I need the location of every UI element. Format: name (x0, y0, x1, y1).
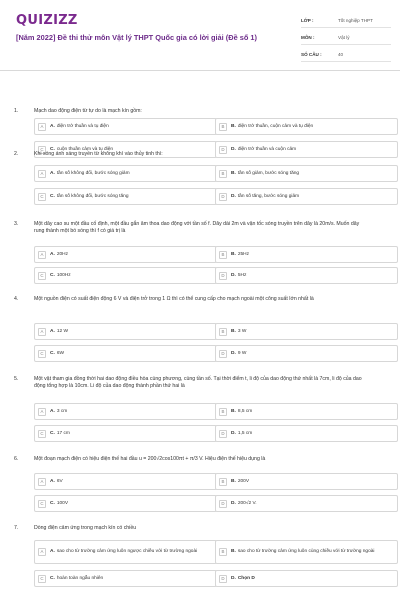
option-text: 9 W (237, 350, 247, 356)
option-key: D. (231, 350, 236, 356)
option-a[interactable] (34, 246, 217, 263)
meta-value: 40 (338, 52, 344, 57)
option-d[interactable] (215, 345, 398, 362)
option-text: 3 W (237, 328, 247, 334)
option-text: điện trở thuần, cuộn cảm và tụ điện (237, 123, 314, 129)
meta-label: SỐ CÂU : (301, 52, 322, 57)
option-d[interactable] (215, 570, 398, 587)
option-letter: D (219, 146, 227, 154)
option-letter: C (38, 575, 46, 583)
option-key: B. (231, 408, 236, 414)
option-letter: A (38, 251, 46, 259)
option-text: 200√2 V. (237, 500, 257, 506)
option-key: C. (50, 430, 55, 436)
option-text: điện trở thuần và tụ điện (56, 123, 109, 129)
option-b[interactable] (215, 165, 398, 182)
option-text: Chọn D (237, 575, 255, 581)
option-letter: D (219, 193, 227, 201)
question-number: 6. (14, 456, 19, 462)
option-letter: A (38, 328, 46, 336)
option-text: tần số tăng, bước sóng giảm (237, 193, 300, 199)
option-key: B. (231, 123, 236, 129)
meta-row-subject (301, 31, 391, 45)
option-b[interactable] (215, 246, 398, 263)
option-letter: D (219, 350, 227, 358)
option-text: điện trở thuần và cuộn cảm (237, 146, 297, 152)
option-text: tần số không đổi, bước sóng giảm (56, 170, 130, 176)
option-text: 25Hz (237, 251, 250, 257)
meta-row-count (301, 48, 391, 62)
meta-row-class (301, 14, 391, 28)
question-number: 3. (14, 221, 19, 227)
option-a[interactable] (34, 473, 217, 490)
option-letter: A (38, 548, 46, 556)
option-letter: B (219, 170, 227, 178)
option-letter: A (38, 170, 46, 178)
option-c[interactable] (34, 188, 217, 205)
option-key: C. (50, 272, 55, 278)
option-text: 100V (56, 500, 69, 506)
worksheet-title: [Năm 2022] Đề thi thử môn Vật lý THPT Quốc gia có lời giải (Đề số 1) (16, 33, 257, 42)
option-letter: C (38, 193, 46, 201)
option-a[interactable] (34, 165, 217, 182)
option-letter: B (219, 478, 227, 486)
question-number: 1. (14, 108, 19, 114)
meta-label: MÔN : (301, 35, 315, 40)
option-text: cuộn thuần cảm và tụ điện (56, 146, 114, 152)
option-d[interactable] (215, 495, 398, 512)
option-key: D. (231, 193, 236, 199)
option-letter: C (38, 272, 46, 280)
option-key: C. (50, 500, 55, 506)
option-c[interactable] (34, 345, 217, 362)
option-letter: B (219, 251, 227, 259)
question-number: 2. (14, 151, 19, 157)
option-text: 200V (237, 478, 250, 484)
option-key: B. (231, 170, 236, 176)
option-key: A. (50, 328, 55, 334)
option-a[interactable] (34, 540, 217, 564)
option-a[interactable] (34, 323, 217, 340)
option-letter: B (219, 328, 227, 336)
option-c[interactable] (34, 267, 217, 284)
option-text: sao cho từ trường cảm ứng luôn cùng chiều với từ trường ngoài (237, 549, 375, 554)
option-key: A. (50, 478, 55, 484)
question-number: 7. (14, 525, 19, 531)
option-text: 3 cm (56, 408, 68, 414)
option-text: 6W (56, 350, 65, 356)
option-b[interactable] (215, 323, 398, 340)
option-key: A. (50, 408, 55, 414)
option-key: D. (231, 272, 236, 278)
option-letter: C (38, 146, 46, 154)
option-b[interactable] (215, 118, 398, 135)
option-letter: C (38, 500, 46, 508)
option-key: B. (231, 328, 236, 334)
option-a[interactable] (34, 403, 217, 420)
option-letter: D (219, 500, 227, 508)
option-key: D. (231, 575, 236, 581)
option-key: C. (50, 146, 55, 152)
option-c[interactable] (34, 495, 217, 512)
option-key: B. (231, 549, 236, 554)
question-text: Một vật tham gia đồng thời hai dao động điều hòa cùng phương, cùng tần số. Tại thời điểm t, li độ của dao động thứ nhất là 7cm, li độ của dao động tổng hợp là 10cm. Li độ của dao động thành phần thứ hai là (34, 376, 362, 390)
option-key: C. (50, 350, 55, 356)
option-text: tần số giảm, bước sóng tăng (237, 170, 300, 176)
option-text: 20Hz (56, 251, 69, 257)
option-letter: A (38, 478, 46, 486)
question-number: 4. (14, 296, 19, 302)
option-text: 6V (56, 478, 63, 484)
question-text: Mạch dao động điện từ tự do là mạch kín gồm: (34, 108, 142, 114)
option-text: sao cho từ trường cảm ứng luôn ngược chiều với từ trường ngoài (56, 549, 198, 554)
option-c[interactable] (34, 570, 217, 587)
option-letter: D (219, 272, 227, 280)
header-divider (0, 70, 400, 71)
option-letter: B (219, 408, 227, 416)
option-key: D. (231, 146, 236, 152)
option-d[interactable] (215, 267, 398, 284)
option-letter: D (219, 575, 227, 583)
option-c[interactable] (34, 425, 217, 442)
meta-value: Vật lý (338, 35, 350, 40)
question-number: 5. (14, 376, 19, 382)
option-text: 17 cm (56, 430, 70, 436)
option-key: B. (231, 251, 236, 257)
option-b[interactable] (215, 403, 398, 420)
option-key: A. (50, 251, 55, 257)
question-text: Khi sóng ánh sáng truyền từ không khí vào thủy tinh thì: (34, 151, 163, 157)
option-letter: D (219, 430, 227, 438)
worksheet-header (0, 0, 400, 70)
option-text: hoàn toàn ngẫu nhiên (56, 575, 104, 581)
option-key: B. (231, 478, 236, 484)
question-text: Một nguồn điện có suất điện động 6 V và điện trở trong 1 Ω thì có thể cung cấp cho mạch ngoài một công suất lớn nhất là (34, 296, 314, 302)
worksheet-meta (301, 14, 391, 65)
option-key: D. (231, 500, 236, 506)
question-text: Một đoạn mạch điện có hiệu điện thế hai đầu u = 200√2cos100πt + π/3 V. Hiệu điện thế hiệu dụng là (34, 456, 266, 462)
option-a[interactable] (34, 118, 217, 135)
option-letter: B (219, 548, 227, 556)
option-text: tần số không đổi, bước sóng tăng (56, 193, 129, 199)
option-text: 1,5 cm (237, 430, 253, 436)
option-letter: A (38, 408, 46, 416)
option-letter: B (219, 123, 227, 131)
option-letter: A (38, 123, 46, 131)
option-text: 5Hz (237, 272, 247, 278)
option-key: A. (50, 170, 55, 176)
option-key: A. (50, 549, 55, 554)
option-key: C. (50, 193, 55, 199)
quizizz-logo: QUIZIZZ (16, 13, 78, 28)
option-text: 12 W (56, 328, 69, 334)
option-key: C. (50, 575, 55, 581)
option-d[interactable] (215, 188, 398, 205)
option-text: 8,5 cm (237, 408, 253, 414)
question-text: Dòng điện cảm ứng trong mạch kín có chiều (34, 525, 137, 531)
question-text: Một dây cao su một đầu cố định, một đầu gắn âm thoa dao động với tần số f. Dây dài 2m và vận tốc sóng truyền trên dây là 20m/s. Muốn dây rung thành một bó sóng thì f có giá trị là (34, 221, 360, 235)
meta-label: LỚP : (301, 18, 314, 23)
meta-value: Tốt nghiệp THPT (338, 18, 373, 23)
option-letter: C (38, 350, 46, 358)
option-d[interactable] (215, 425, 398, 442)
option-b[interactable] (215, 473, 398, 490)
option-key: A. (50, 123, 55, 129)
option-b[interactable] (215, 540, 398, 564)
option-text: 100Hz (56, 272, 71, 278)
option-key: D. (231, 430, 236, 436)
option-letter: C (38, 430, 46, 438)
